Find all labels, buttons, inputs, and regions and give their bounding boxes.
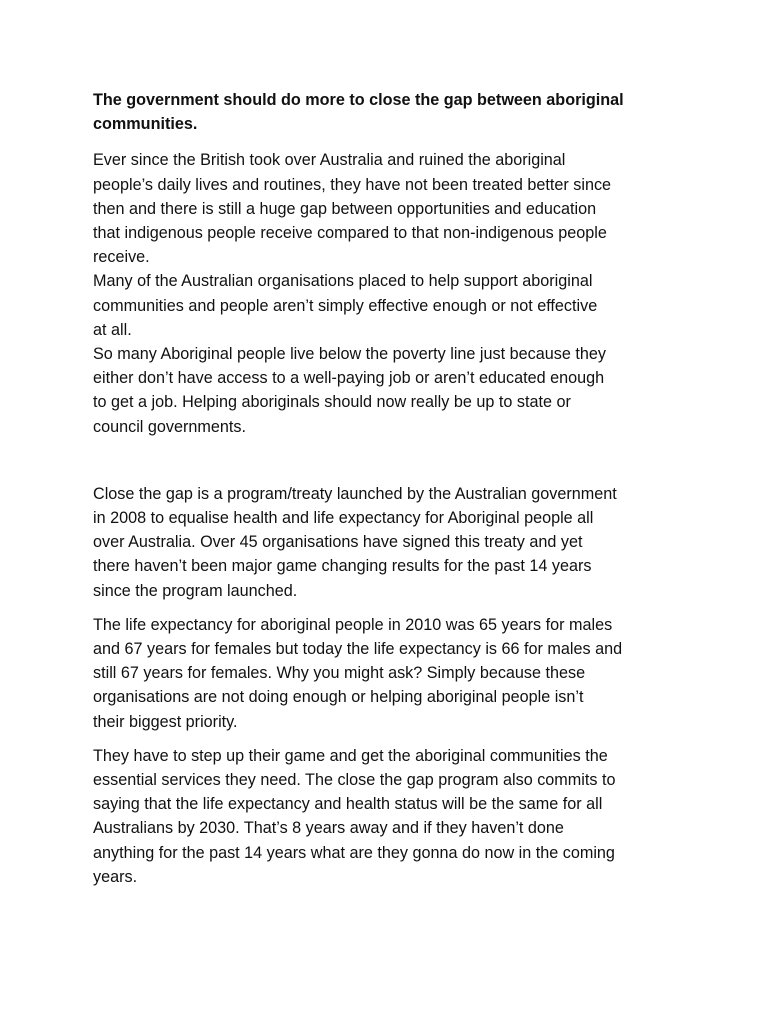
paragraph-life-expectancy [93, 613, 683, 734]
text-line: So many Aboriginal people live below the poverty line just because they [93, 345, 606, 364]
text-line: Close the gap is a program/treaty launched by the Australian government [93, 484, 617, 503]
title-line: communities. [93, 115, 198, 134]
text-line: that indigenous people receive compared to that non-indigenous people [93, 224, 607, 243]
title-line: The government should do more to close the gap between aboriginal [93, 91, 624, 109]
text-line: council governments. [93, 417, 246, 436]
text-line: years. [93, 867, 138, 886]
paragraph-call-to-action [93, 744, 683, 889]
blank-space [93, 439, 683, 482]
text-line: Australians by 2030. That’s 8 years away and if they haven’t done [93, 819, 564, 838]
text-line: receive. [93, 248, 150, 267]
text-line: anything for the past 14 years what are they gonna do now in the coming [93, 843, 615, 862]
text-line: essential services they need. The close the gap program also commits to [93, 771, 616, 790]
text-line: in 2008 to equalise health and life expectancy for Aboriginal people all [93, 509, 594, 528]
text-line: organisations are not doing enough or helping aboriginal people isn’t [93, 688, 584, 707]
document-title [93, 88, 683, 136]
text-line: then and there is still a huge gap between opportunities and education [93, 199, 597, 218]
text-line: They have to step up their game and get the aboriginal communities the [93, 746, 608, 765]
text-line: and 67 years for females but today the life expectancy is 66 for males and [93, 640, 623, 659]
text-line: there haven’t been major game changing results for the past 14 years [93, 557, 592, 576]
text-line: at all. [93, 320, 132, 339]
text-line: people’s daily lives and routines, they have not been treated better since [93, 175, 612, 194]
section-intro [93, 148, 683, 438]
text-line: The life expectancy for aboriginal people in 2010 was 65 years for males [93, 615, 613, 634]
paragraph-intro [93, 148, 683, 438]
text-line: their biggest priority. [93, 712, 238, 731]
text-line: over Australia. Over 45 organisations have signed this treaty and yet [93, 533, 583, 552]
text-line: saying that the life expectancy and health status will be the same for all [93, 795, 603, 814]
text-line: Ever since the British took over Australia and ruined the aboriginal [93, 151, 566, 170]
text-line: Many of the Australian organisations placed to help support aboriginal [93, 272, 593, 291]
text-line: to get a job. Helping aboriginals should now really be up to state or [93, 393, 571, 412]
section-life-expectancy [93, 613, 683, 734]
text-line: still 67 years for females. Why you might ask? Simply because these [93, 664, 586, 683]
text-line: either don’t have access to a well-paying job or aren’t educated enough [93, 369, 605, 388]
paragraph-close-the-gap [93, 482, 683, 603]
text-line: communities and people aren’t simply effective enough or not effective [93, 296, 598, 315]
document-page [93, 88, 683, 889]
section-close-the-gap [93, 482, 683, 603]
section-call-to-action [93, 744, 683, 889]
text-line: since the program launched. [93, 581, 298, 600]
